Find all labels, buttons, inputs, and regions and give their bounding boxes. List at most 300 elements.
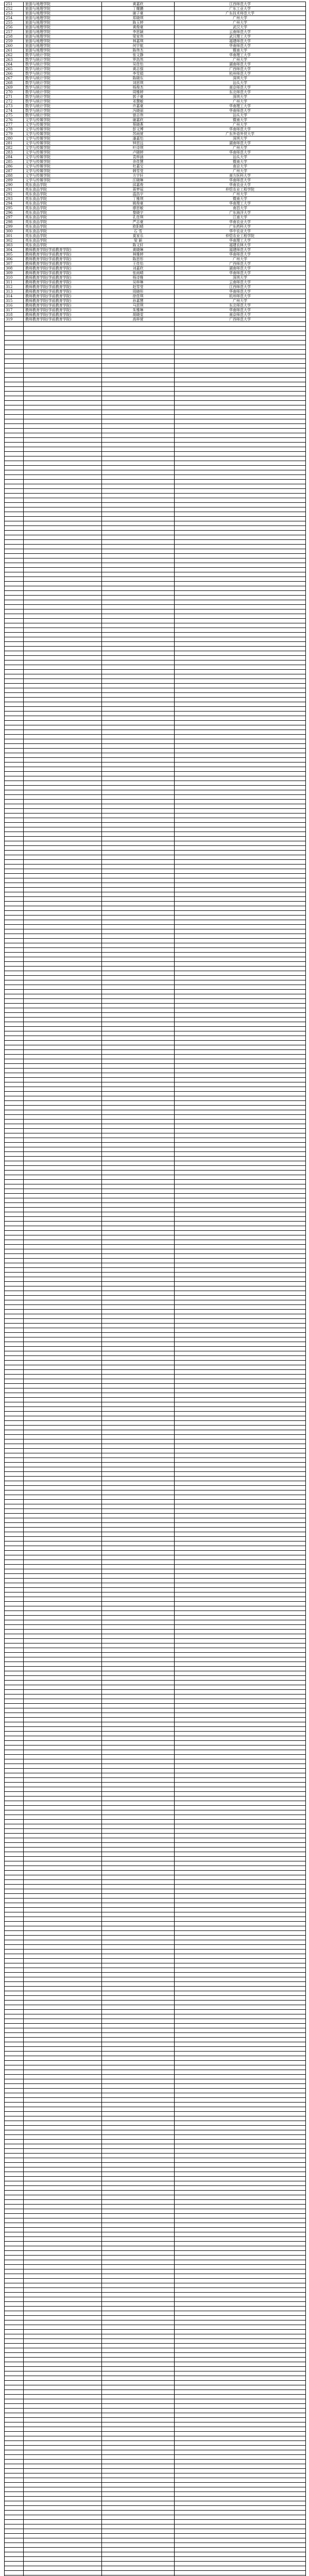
table-row bbox=[5, 1069, 306, 1073]
row-university bbox=[175, 1412, 306, 1416]
row-school bbox=[24, 410, 102, 415]
row-number bbox=[5, 2473, 24, 2478]
row-school: 数学与统计学院 bbox=[24, 86, 102, 90]
table-row bbox=[5, 1435, 306, 1439]
row-school bbox=[24, 1124, 102, 1129]
table-row bbox=[5, 484, 306, 489]
row-university bbox=[175, 841, 306, 846]
row-number: 311 bbox=[5, 280, 24, 285]
row-number: 296 bbox=[5, 211, 24, 215]
row-number bbox=[5, 2376, 24, 2381]
row-university bbox=[175, 1463, 306, 1467]
row-number bbox=[5, 1263, 24, 1268]
row-number bbox=[5, 2283, 24, 2288]
row-student-name bbox=[102, 920, 175, 925]
table-row bbox=[5, 1899, 306, 1903]
table-row bbox=[5, 345, 306, 350]
row-number bbox=[5, 1718, 24, 1722]
row-number bbox=[5, 846, 24, 851]
table-row bbox=[5, 2038, 306, 2042]
row-number bbox=[5, 1602, 24, 1606]
row-number bbox=[5, 1268, 24, 1273]
row-student-name bbox=[102, 2483, 175, 2487]
row-school bbox=[24, 1245, 102, 1249]
row-student-name bbox=[102, 2126, 175, 2130]
row-school: 旅游与地理学院 bbox=[24, 48, 102, 53]
row-student-name bbox=[102, 1583, 175, 1588]
row-university bbox=[175, 1018, 306, 1022]
row-student-name bbox=[102, 1444, 175, 1449]
row-school bbox=[24, 1041, 102, 1045]
row-university bbox=[175, 535, 306, 540]
row-university bbox=[175, 2024, 306, 2028]
row-school bbox=[24, 1426, 102, 1430]
row-student-name bbox=[102, 572, 175, 577]
row-school bbox=[24, 1161, 102, 1166]
row-school bbox=[24, 373, 102, 378]
row-number bbox=[5, 711, 24, 716]
table-row bbox=[5, 2455, 306, 2460]
row-school bbox=[24, 1667, 102, 1671]
row-university bbox=[175, 827, 306, 832]
row-student-name bbox=[102, 336, 175, 341]
row-school bbox=[24, 2195, 102, 2200]
row-school bbox=[24, 2307, 102, 2311]
row-student-name bbox=[102, 767, 175, 772]
table-row bbox=[5, 280, 306, 285]
row-student-name bbox=[102, 415, 175, 419]
row-number bbox=[5, 1273, 24, 1277]
row-student-name bbox=[102, 2562, 175, 2566]
row-student-name bbox=[102, 2548, 175, 2552]
row-number bbox=[5, 642, 24, 647]
table-row bbox=[5, 1018, 306, 1022]
table-row bbox=[5, 1922, 306, 1926]
row-university bbox=[175, 1681, 306, 1685]
row-number bbox=[5, 364, 24, 368]
row-school bbox=[24, 1231, 102, 1235]
row-university bbox=[175, 1008, 306, 1013]
row-student-name: 丁耀鹏 bbox=[102, 7, 175, 11]
row-number bbox=[5, 1528, 24, 1532]
row-student-name bbox=[102, 1203, 175, 1208]
table-row bbox=[5, 2126, 306, 2130]
row-university bbox=[175, 1217, 306, 1222]
table-row bbox=[5, 609, 306, 614]
table-row bbox=[5, 327, 306, 331]
table-row bbox=[5, 1769, 306, 1773]
row-school bbox=[24, 1611, 102, 1616]
row-school bbox=[24, 2112, 102, 2116]
row-school bbox=[24, 953, 102, 957]
row-number bbox=[5, 2172, 24, 2177]
row-number: 288 bbox=[5, 174, 24, 178]
table-row bbox=[5, 382, 306, 387]
row-student-name bbox=[102, 809, 175, 814]
row-number bbox=[5, 2371, 24, 2376]
row-number bbox=[5, 688, 24, 693]
table-row bbox=[5, 1175, 306, 1180]
table-row bbox=[5, 1106, 306, 1110]
row-university bbox=[175, 1045, 306, 1050]
row-number bbox=[5, 753, 24, 758]
row-student-name bbox=[102, 331, 175, 336]
row-number bbox=[5, 1504, 24, 1509]
row-number bbox=[5, 1300, 24, 1305]
table-row bbox=[5, 2288, 306, 2293]
row-number: 256 bbox=[5, 25, 24, 30]
table-row bbox=[5, 2557, 306, 2562]
row-university bbox=[175, 665, 306, 670]
row-school bbox=[24, 980, 102, 985]
table-row bbox=[5, 1031, 306, 1036]
row-university bbox=[175, 2473, 306, 2478]
row-school bbox=[24, 1296, 102, 1300]
row-number: 313 bbox=[5, 290, 24, 294]
row-school: 数学与统计学院 bbox=[24, 90, 102, 95]
row-number: 268 bbox=[5, 81, 24, 86]
row-student-name bbox=[102, 1857, 175, 1861]
row-university bbox=[175, 2478, 306, 2483]
row-university: 仲恺农业工程学院 bbox=[175, 234, 306, 239]
table-row bbox=[5, 127, 306, 132]
row-university bbox=[175, 2469, 306, 2473]
row-student-name bbox=[102, 2478, 175, 2483]
table-row bbox=[5, 1537, 306, 1541]
row-university bbox=[175, 865, 306, 869]
row-student-name bbox=[102, 790, 175, 795]
row-university: 仲恺农业工程学院 bbox=[175, 188, 306, 192]
row-school bbox=[24, 1439, 102, 1444]
row-number bbox=[5, 2084, 24, 2089]
row-school bbox=[24, 1871, 102, 1875]
row-university bbox=[175, 1718, 306, 1722]
row-school bbox=[24, 2571, 102, 2575]
table-row bbox=[5, 591, 306, 596]
row-school bbox=[24, 1310, 102, 1314]
row-number bbox=[5, 1120, 24, 1124]
row-number bbox=[5, 1133, 24, 1138]
table-row bbox=[5, 266, 306, 271]
row-student-name bbox=[102, 2079, 175, 2084]
row-school bbox=[24, 1875, 102, 1880]
row-school bbox=[24, 721, 102, 725]
row-student-name bbox=[102, 1124, 175, 1129]
row-student-name bbox=[102, 906, 175, 911]
table-row bbox=[5, 1852, 306, 1857]
table-row bbox=[5, 2228, 306, 2232]
row-number bbox=[5, 1027, 24, 1031]
row-university bbox=[175, 1235, 306, 1240]
row-student-name bbox=[102, 1375, 175, 1379]
row-school bbox=[24, 1342, 102, 1347]
table-row bbox=[5, 2302, 306, 2307]
row-university bbox=[175, 2450, 306, 2455]
row-number bbox=[5, 1045, 24, 1050]
table-row bbox=[5, 1764, 306, 1769]
table-row bbox=[5, 1203, 306, 1208]
row-university bbox=[175, 698, 306, 702]
table-row bbox=[5, 721, 306, 725]
row-student-name bbox=[102, 1829, 175, 1834]
row-school bbox=[24, 2135, 102, 2140]
row-student-name bbox=[102, 2450, 175, 2455]
row-university bbox=[175, 2028, 306, 2033]
row-number bbox=[5, 2209, 24, 2214]
table-row bbox=[5, 1885, 306, 1889]
row-university bbox=[175, 1880, 306, 1885]
table-row bbox=[5, 1078, 306, 1082]
row-school: 文学与传媒学院 bbox=[24, 150, 102, 155]
row-university bbox=[175, 684, 306, 688]
table-row bbox=[5, 1333, 306, 1337]
row-university: 广州大学 bbox=[175, 21, 306, 25]
row-university bbox=[175, 1416, 306, 1421]
row-student-name bbox=[102, 1194, 175, 1198]
row-number bbox=[5, 1653, 24, 1657]
row-number bbox=[5, 1903, 24, 1908]
row-school bbox=[24, 475, 102, 480]
table-row bbox=[5, 359, 306, 364]
row-number bbox=[5, 336, 24, 341]
row-student-name bbox=[102, 582, 175, 586]
row-number bbox=[5, 2218, 24, 2223]
table-row bbox=[5, 674, 306, 679]
row-student-name bbox=[102, 874, 175, 878]
row-university: 南京师范大学 bbox=[175, 313, 306, 317]
row-university bbox=[175, 1630, 306, 1634]
row-school bbox=[24, 1106, 102, 1110]
table-row bbox=[5, 1180, 306, 1184]
table-row bbox=[5, 507, 306, 512]
row-university bbox=[175, 2079, 306, 2084]
row-university bbox=[175, 498, 306, 503]
row-student-name bbox=[102, 1797, 175, 1801]
table-row bbox=[5, 1421, 306, 1426]
table-row bbox=[5, 814, 306, 818]
row-university bbox=[175, 2107, 306, 2112]
row-university bbox=[175, 758, 306, 762]
row-student-name bbox=[102, 827, 175, 832]
row-student-name bbox=[102, 1161, 175, 1166]
row-student-name bbox=[102, 762, 175, 767]
row-school bbox=[24, 1662, 102, 1667]
row-school bbox=[24, 1690, 102, 1694]
row-student-name: 周雅婷 bbox=[102, 90, 175, 95]
table-row bbox=[5, 1008, 306, 1013]
table-row bbox=[5, 614, 306, 619]
row-student-name bbox=[102, 429, 175, 433]
row-university bbox=[175, 1435, 306, 1439]
row-number bbox=[5, 823, 24, 827]
row-student-name bbox=[102, 1198, 175, 1203]
row-student-name bbox=[102, 2274, 175, 2279]
row-school bbox=[24, 470, 102, 475]
table-row bbox=[5, 1797, 306, 1801]
row-university bbox=[175, 1963, 306, 1968]
row-student-name bbox=[102, 1912, 175, 1917]
row-school bbox=[24, 424, 102, 429]
table-row bbox=[5, 967, 306, 971]
row-student-name bbox=[102, 1147, 175, 1152]
table-row bbox=[5, 929, 306, 934]
row-school: 文学与传媒学院 bbox=[24, 123, 102, 127]
table-row bbox=[5, 2172, 306, 2177]
table-row bbox=[5, 1968, 306, 1973]
row-number bbox=[5, 2014, 24, 2019]
table-row bbox=[5, 1704, 306, 1708]
row-school bbox=[24, 507, 102, 512]
row-number bbox=[5, 2487, 24, 2492]
row-school bbox=[24, 1184, 102, 1189]
row-university bbox=[175, 2154, 306, 2158]
table-row bbox=[5, 776, 306, 781]
table-row bbox=[5, 2371, 306, 2376]
row-student-name bbox=[102, 1282, 175, 1286]
row-university bbox=[175, 633, 306, 637]
row-school: 文学与传媒学院 bbox=[24, 132, 102, 137]
row-school bbox=[24, 549, 102, 554]
row-student-name bbox=[102, 1467, 175, 1472]
table-row bbox=[5, 1954, 306, 1959]
row-school bbox=[24, 2089, 102, 2093]
row-school bbox=[24, 1082, 102, 1087]
row-student-name bbox=[102, 2469, 175, 2473]
table-row bbox=[5, 1143, 306, 1147]
row-university bbox=[175, 2172, 306, 2177]
row-number: 292 bbox=[5, 192, 24, 197]
row-number bbox=[5, 2353, 24, 2358]
row-student-name bbox=[102, 517, 175, 521]
row-school bbox=[24, 2130, 102, 2135]
row-university bbox=[175, 447, 306, 452]
row-school bbox=[24, 1305, 102, 1310]
row-school bbox=[24, 2344, 102, 2348]
row-number bbox=[5, 814, 24, 818]
row-university: 华中农业大学 bbox=[175, 229, 306, 234]
table-row bbox=[5, 1708, 306, 1713]
row-school bbox=[24, 401, 102, 405]
row-student-name: 温浩宇 bbox=[102, 192, 175, 197]
row-school: 旅游与地理学院 bbox=[24, 39, 102, 44]
row-student-name bbox=[102, 1055, 175, 1059]
row-school bbox=[24, 341, 102, 345]
table-row bbox=[5, 1161, 306, 1166]
row-number: 285 bbox=[5, 160, 24, 164]
row-student-name bbox=[102, 1523, 175, 1528]
row-student-name bbox=[102, 2038, 175, 2042]
row-university bbox=[175, 1152, 306, 1157]
row-university: 华南师范大学 bbox=[175, 109, 306, 113]
row-school bbox=[24, 994, 102, 999]
row-number bbox=[5, 1310, 24, 1314]
row-number: 269 bbox=[5, 86, 24, 90]
row-number bbox=[5, 1402, 24, 1407]
row-school bbox=[24, 1022, 102, 1027]
row-student-name bbox=[102, 1987, 175, 1991]
row-university bbox=[175, 795, 306, 800]
row-university bbox=[175, 2246, 306, 2251]
row-student-name bbox=[102, 327, 175, 331]
row-number bbox=[5, 1750, 24, 1755]
row-student-name bbox=[102, 1620, 175, 1625]
row-number: 307 bbox=[5, 262, 24, 266]
row-student-name bbox=[102, 2186, 175, 2191]
row-student-name: 钟思远 bbox=[102, 141, 175, 146]
row-student-name bbox=[102, 2390, 175, 2395]
row-university bbox=[175, 1597, 306, 1602]
row-university bbox=[175, 2144, 306, 2149]
row-student-name: 吴佳怡 bbox=[102, 62, 175, 67]
row-number bbox=[5, 354, 24, 359]
row-number bbox=[5, 2191, 24, 2195]
row-university: 东北师范大学 bbox=[175, 303, 306, 308]
row-school bbox=[24, 1866, 102, 1871]
row-school bbox=[24, 2339, 102, 2344]
row-school bbox=[24, 368, 102, 373]
table-row bbox=[5, 76, 306, 81]
row-school: 旅游与地理学院 bbox=[24, 7, 102, 11]
row-school bbox=[24, 1217, 102, 1222]
row-school bbox=[24, 447, 102, 452]
row-number bbox=[5, 401, 24, 405]
row-student-name bbox=[102, 628, 175, 633]
table-row bbox=[5, 1416, 306, 1421]
row-number: 299 bbox=[5, 225, 24, 229]
table-row bbox=[5, 1908, 306, 1912]
row-school: 英东食品学院 bbox=[24, 183, 102, 188]
row-number bbox=[5, 1565, 24, 1569]
row-student-name bbox=[102, 1936, 175, 1940]
row-number bbox=[5, 920, 24, 925]
row-number: 295 bbox=[5, 206, 24, 211]
row-student-name bbox=[102, 1273, 175, 1277]
row-university bbox=[175, 1393, 306, 1398]
row-university bbox=[175, 999, 306, 1004]
row-number bbox=[5, 1852, 24, 1857]
row-school bbox=[24, 1653, 102, 1657]
row-student-name bbox=[102, 1852, 175, 1857]
row-number bbox=[5, 2501, 24, 2506]
row-number bbox=[5, 1968, 24, 1973]
row-student-name bbox=[102, 419, 175, 424]
row-student-name bbox=[102, 1384, 175, 1388]
table-row bbox=[5, 188, 306, 192]
row-number bbox=[5, 1987, 24, 1991]
row-number bbox=[5, 2399, 24, 2404]
row-university: 广州大学 bbox=[175, 58, 306, 62]
row-number bbox=[5, 1449, 24, 1453]
row-university: 华南师范大学 bbox=[175, 290, 306, 294]
row-university bbox=[175, 762, 306, 767]
row-university bbox=[175, 1899, 306, 1903]
row-university bbox=[175, 572, 306, 577]
table-row bbox=[5, 146, 306, 150]
row-number bbox=[5, 368, 24, 373]
table-row bbox=[5, 1388, 306, 1393]
row-university bbox=[175, 1546, 306, 1551]
row-university bbox=[175, 2140, 306, 2144]
table-row bbox=[5, 2492, 306, 2497]
row-university: 南方医科大学 bbox=[175, 174, 306, 178]
row-student-name: 苏雨萱 bbox=[102, 132, 175, 137]
row-student-name bbox=[102, 1416, 175, 1421]
table-row bbox=[5, 2098, 306, 2103]
table-row bbox=[5, 2483, 306, 2487]
table-row bbox=[5, 2520, 306, 2524]
table-row bbox=[5, 2079, 306, 2084]
row-student-name bbox=[102, 2237, 175, 2242]
